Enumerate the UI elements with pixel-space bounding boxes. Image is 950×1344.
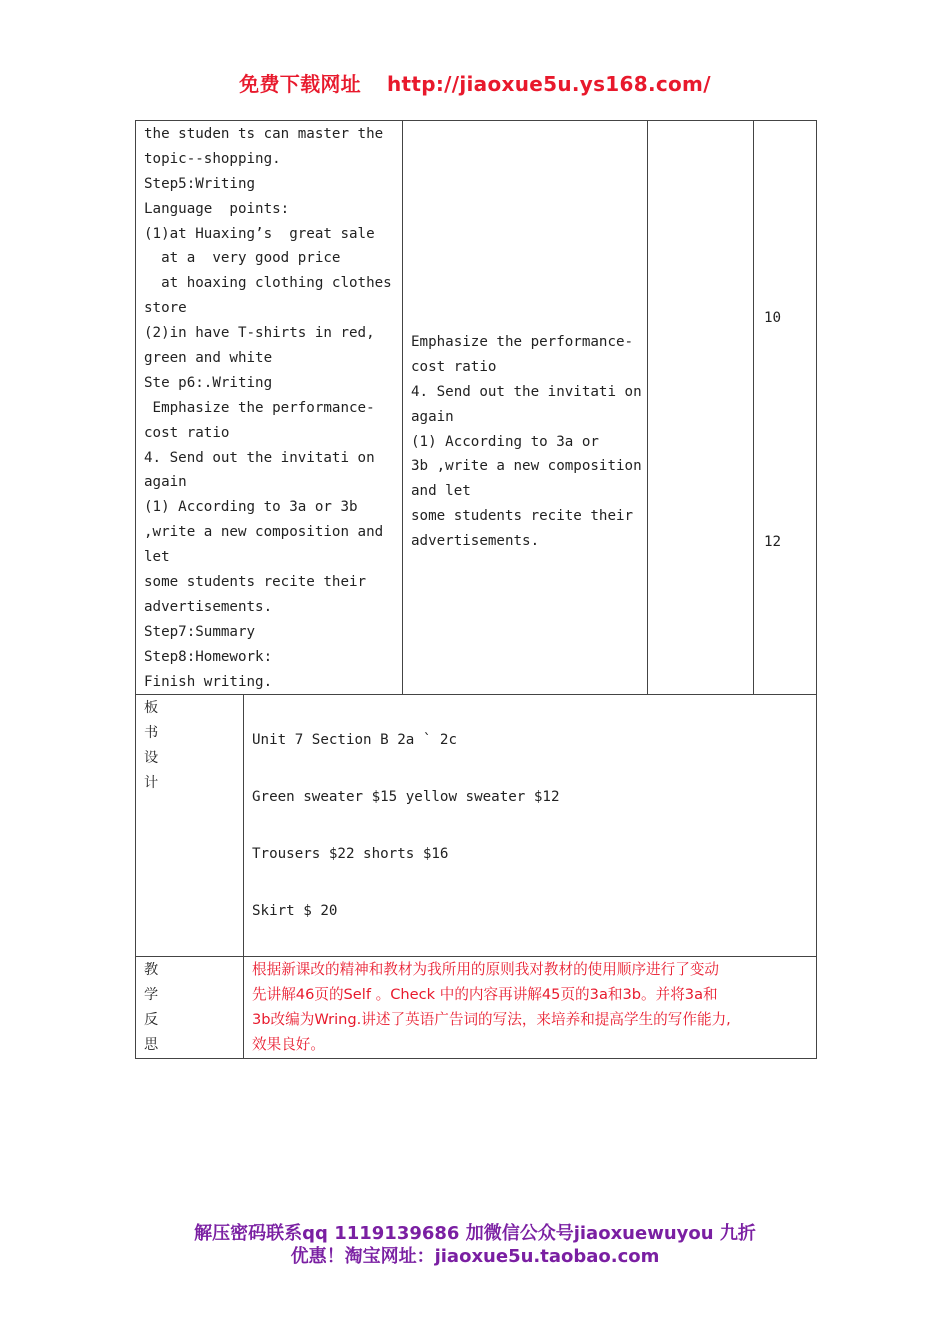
board-design-row	[136, 695, 817, 957]
procedure-step-line: Step7:Summary	[144, 623, 256, 640]
procedure-note-line: (1) According to 3a or	[411, 433, 599, 450]
reflection-label-char: 思	[144, 1036, 159, 1053]
procedure-step-line: store	[144, 300, 187, 317]
page-header	[0, 68, 950, 97]
procedure-step-line: Language points:	[144, 200, 290, 217]
board-design-line: Trousers $22 shorts $16	[252, 846, 449, 863]
procedure-step-line: again	[144, 474, 187, 491]
reflection-label-char: 反	[144, 1011, 159, 1028]
procedure-step-line: 4. Send out the invitati on	[144, 449, 375, 466]
time-value: 12	[764, 533, 782, 550]
procedure-step-line: let	[144, 549, 170, 566]
lesson-plan-table	[135, 120, 817, 1059]
reflection-label-char: 教	[144, 962, 159, 979]
procedure-note-line: Emphasize the performance-	[411, 334, 634, 350]
board-design-line: Green sweater $15 yellow sweater $12	[252, 789, 560, 806]
procedure-note-line: cost ratio	[411, 358, 497, 375]
procedure-steps-cell	[136, 121, 403, 695]
board-design-line: Unit 7 Section B 2a ` 2c	[252, 732, 457, 749]
board-design-label-char: 计	[144, 775, 159, 792]
procedure-step-line: (2)in have T-shirts in red,	[144, 325, 375, 342]
procedure-steps	[136, 121, 402, 694]
procedure-note-line: again	[411, 408, 454, 425]
procedure-step-line: topic--shopping.	[144, 150, 281, 167]
header-label: 免费下载网址	[239, 72, 361, 96]
procedure-step-line: cost ratio	[144, 424, 230, 441]
procedure-note-line: 4. Send out the invitati on	[411, 383, 642, 400]
procedure-note-line: and let	[411, 483, 471, 500]
procedure-step-line: Ste p6:.Writing	[144, 374, 273, 391]
procedure-step-line: some students recite their	[144, 574, 367, 591]
procedure-step-line: Step5:Writing	[144, 175, 256, 192]
procedure-step-line: ,write a new composition and	[144, 524, 384, 541]
procedure-note-line: advertisements.	[411, 533, 540, 550]
reflection-content-cell	[244, 957, 817, 1059]
procedure-step-line: Emphasize the performance-	[144, 399, 375, 416]
procedure-step-line: the studen ts can master the	[144, 126, 384, 142]
time-value: 10	[764, 310, 782, 326]
procedure-step-line: at a very good price	[144, 250, 341, 267]
reflection-row	[136, 957, 817, 1059]
procedure-note-line: 3b ,write a new composition	[411, 458, 642, 475]
procedure-note-line: some students recite their	[411, 508, 634, 525]
reflection-line: 先讲解46页的Self 。Check 中的内容再讲解45页的3a和3b。并将3a和	[252, 985, 718, 1003]
footer-line-1: 解压密码联系qq 1119139686 加微信公众号jiaoxuewuyou 九折	[194, 1223, 756, 1244]
reflection-label-char: 学	[144, 986, 159, 1003]
procedure-step-line: green and white	[144, 350, 273, 367]
empty-cell	[648, 121, 754, 695]
procedure-step-line: at hoaxing clothing clothes	[144, 275, 392, 292]
reflection-label-cell	[136, 957, 244, 1059]
board-design-label-char: 书	[144, 725, 159, 742]
board-design-label-char: 设	[144, 750, 159, 767]
procedure-step-line: Step8:Homework:	[144, 648, 273, 665]
time-cell	[754, 121, 817, 695]
procedure-step-line: advertisements.	[144, 598, 273, 615]
reflection-line: 效果良好。	[252, 1035, 325, 1053]
board-design-label-char: 板	[144, 700, 159, 717]
header-url[interactable]: http://jiaoxue5u.ys168.com/	[386, 72, 711, 96]
procedure-step-line: (1)at Huaxing’s great sale	[144, 225, 375, 242]
board-design-content-cell	[244, 695, 817, 957]
reflection-line: 根据新课改的精神和教材为我所用的原则我对教材的使用顺序进行了变动	[252, 961, 720, 979]
procedure-notes-cell	[403, 121, 648, 695]
procedure-notes	[403, 121, 647, 554]
procedure-step-line: (1) According to 3a or 3b	[144, 499, 358, 516]
procedure-step-line: Finish writing.	[144, 673, 273, 690]
footer-line-2: 优惠！淘宝网址：jiaoxue5u.taobao.com	[290, 1246, 660, 1267]
procedure-row	[136, 121, 817, 695]
reflection-line: 3b改编为Wring.讲述了英语广告词的写法，来培养和提高学生的写作能力,	[252, 1010, 731, 1028]
board-design-label-cell	[136, 695, 244, 957]
board-design-line: Skirt $ 20	[252, 903, 338, 920]
